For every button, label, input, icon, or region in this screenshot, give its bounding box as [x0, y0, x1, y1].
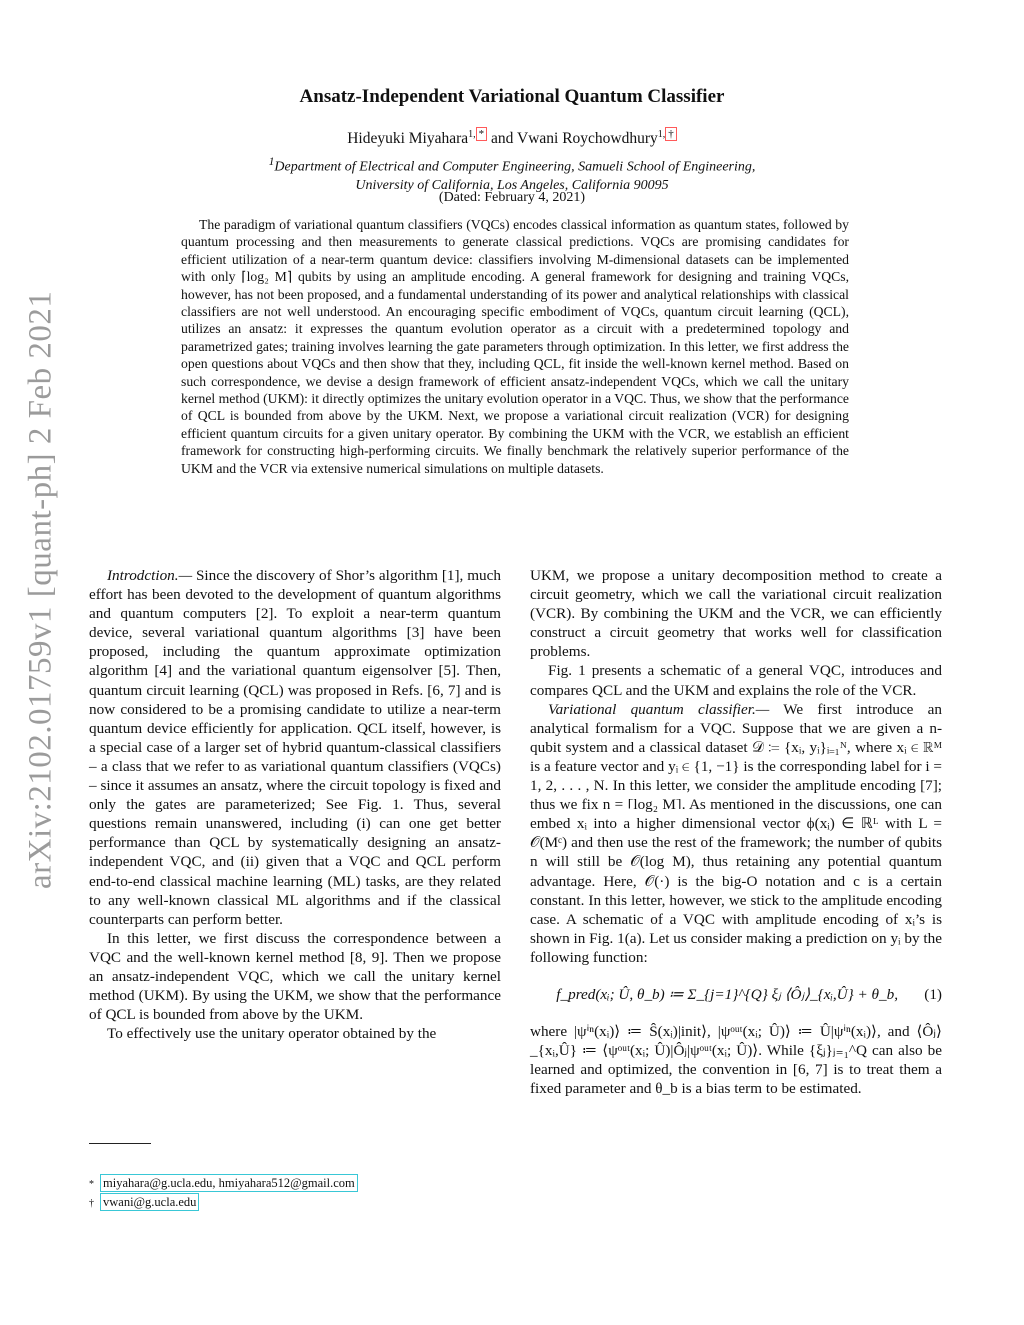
section-heading: Introdction.— — [107, 567, 193, 584]
author-affiliation-sup: 1, — [468, 129, 476, 140]
affiliation-sup: 1 — [268, 155, 275, 168]
paragraph: To effectively use the unitary operator obtained by the — [107, 1025, 437, 1043]
left-column — [89, 566, 501, 1043]
footnote-link[interactable]: * — [476, 127, 488, 141]
right-column — [530, 566, 942, 1098]
paragraph: where |ψⁱⁿ(xᵢ)⟩ ≔ Ŝ(xᵢ)|init⟩, |ψᵒᵘᵗ(xᵢ; Û)⟩ ≔ Û|ψⁱⁿ(xᵢ)⟩, and ⟨Ôⱼ⟩_{xᵢ,Û} ≔ ⟨ψᵒᵘᵗ(xᵢ; Û)|Ôⱼ|ψᵒᵘᵗ(xᵢ; Û)⟩. While {ξⱼ}ⱼ₌₁^Q can also be learned and optimized, the convention in [6, 7] is to treat them a fixed parameter and θ_b is a bias term to be estimated. — [530, 1023, 942, 1098]
author-connector: and — [487, 130, 518, 148]
equation-body: f_pred(xᵢ; Û, θ_b) ≔ Σ_{j=1}^{Q} ξⱼ ⟨Ôⱼ⟩_{xᵢ,Û} + θ_b, — [556, 985, 898, 1003]
author-line — [0, 128, 1024, 148]
abstract: The paradigm of variational quantum classifiers (VQCs) encodes classical information as quantum states, followed by quantum processing and then measurements to generate classical predictions. VQCs are promising candidates for efficient utilization of a near-term quantum device: classifiers involving M-dimensional datasets can be implemented with only ⌈log₂ M⌉ qubits by using an amplitude encoding. A general framework for designing and training VQCs, however, has not been proposed, and a fundamental understanding of its power and analytical relationships with classical classifiers are not well understood. An encouraging specific embodiment of VQCs, quantum circuit learning (QCL), utilizes an ansatz: it expresses the quantum evolution operator as a circuit with a predetermined topology and parametrized gates; training involves learning the gate parameters through optimization. In this letter, we first address the open questions about VQCs and then show that they, including QCL, fit inside the well-known kernel method. Based on such correspondence, we devise a design framework of efficient ansatz-independent VQCs, which we call the unitary kernel method (UKM): it directly optimizes the unitary evolution operator in a VQC. Thus, we show that the performance of QCL is bounded from above by the UKM. Next, we propose a variational circuit realization (VCR) for designing efficient quantum circuits for a given unitary operator. By combining the UKM with the VCR, we establish an efficient framework for constructing high-performing circuits. We finally benchmark the relatively superior performance of the UKM and the VCR via extensive numerical simulations on multiple datasets. — [181, 217, 849, 476]
footnote-mark: † — [89, 1198, 94, 1209]
affiliation — [0, 153, 1024, 195]
footnote-mark: * — [89, 1179, 94, 1190]
footnote-link[interactable]: † — [665, 127, 677, 141]
paragraph: UKM, we propose a unitary decomposition method to create a circuit geometry, which we call the variational circuit realization (VCR). By combining the UKM and the VCR, we can efficiently construct a circuit geometry that works well for classification problems. — [530, 567, 942, 661]
email-link[interactable]: miyahara@g.ucla.edu, hmiyahara512@gmail.com — [100, 1174, 358, 1192]
author-name: Vwani Roychowdhury — [517, 130, 658, 148]
footnotes — [89, 1174, 501, 1212]
paragraph-text: Since the discovery of Shor’s algorithm [1], much effort has been devoted to the development of quantum algorithms and quantum computers [2]. To exploit a near-term quantum device, several variational quantum algorithms [3] have been proposed, including the quantum approximate optimization algorithm [4] and the variational quantum eigensolver [5]. Then, quantum circuit learning (QCL) was proposed in Refs. [6, 7] and is now considered to be a promising candidate to utilize a near-term quantum device efficiently for application. QCL itself, however, is a special case of a larger set of hybrid quantum-classical classifiers – a class that we refer to as variational quantum classifiers (VQCs) – since it assumes an ansatz, where the circuit topology is fixed and only the gates are parameterized; See Fig. 1. Thus, several questions remain unanswered, including (i) can one get better performance than QCL by systematically designing an ansatz-independent VQC, and (ii) given that a VQC and QCL perform end-to-end classical machine learning (ML) tasks, are they related to any well-known classical ML algorithms and if the classical counterparts can perform better. — [89, 567, 501, 928]
footnote — [89, 1174, 501, 1193]
author-affiliation-sup: 1, — [657, 129, 666, 140]
author-name: Hideyuki Miyahara — [347, 130, 469, 148]
arxiv-stamp: arXiv:2102.01759v1 [quant-ph] 2 Feb 2021 — [22, 290, 59, 890]
footnote — [89, 1193, 501, 1212]
paragraph — [530, 700, 942, 967]
paragraph — [89, 566, 501, 929]
email-link[interactable]: vwani@g.ucla.edu — [100, 1193, 199, 1211]
section-heading: Variational quantum classifier.— — [548, 700, 770, 718]
equation-1 — [530, 985, 942, 1004]
affiliation-line: Department of Electrical and Computer Engineering, Samueli School of Engineering, — [274, 159, 756, 175]
affiliation-line: University of California, Los Angeles, California 90095 — [355, 177, 669, 193]
footnote-rule — [89, 1143, 151, 1144]
paragraph: Fig. 1 presents a schematic of a general VQC, introduces and compares QCL and the UKM and explains the role of the VCR. — [530, 662, 942, 699]
paragraph-text: We first introduce an analytical formalism for a VQC. Suppose that we are given a n-qubit system and a classical dataset 𝒟 ≔ {xᵢ, yᵢ}ᵢ₌₁ᴺ, where xᵢ ∈ ℝᴹ is a feature vector and yᵢ ∈ {1, −1} is the corresponding label for i = 1, 2, . . . , N. In this letter, we consider the amplitude encoding [7]; thus we fix n = ⌈log₂ M⌉. As mentioned in the discussions, one can embed xᵢ into a higher dimensional vector ϕ(xᵢ) ∈ ℝᴸ with L = 𝒪(Mᶜ) and then use the rest of the framework; the number of qubits n will still be 𝒪(log M), thus retaining any potential quantum advantage. Here, 𝒪(·) is the big-O notation and c is a certain constant. In this letter, however, we stick to the amplitude encoding case. A schematic of a VQC with amplitude encoding of xᵢ’s is shown in Fig. 1(a). Let us consider making a prediction on yᵢ by the following function: — [530, 700, 942, 966]
paragraph: In this letter, we first discuss the correspondence between a VQC and the well-known kernel method [8, 9]. Then we propose an ansatz-independent VQC, which we call the unitary kernel method (UKM). By using the UKM, we show that the performance of QCL is bounded from above by the UKM. — [89, 929, 501, 1024]
paper-title: Ansatz-Independent Variational Quantum Classifier — [299, 86, 725, 107]
dated-line: (Dated: February 4, 2021) — [438, 190, 586, 205]
equation-number: (1) — [924, 985, 942, 1003]
